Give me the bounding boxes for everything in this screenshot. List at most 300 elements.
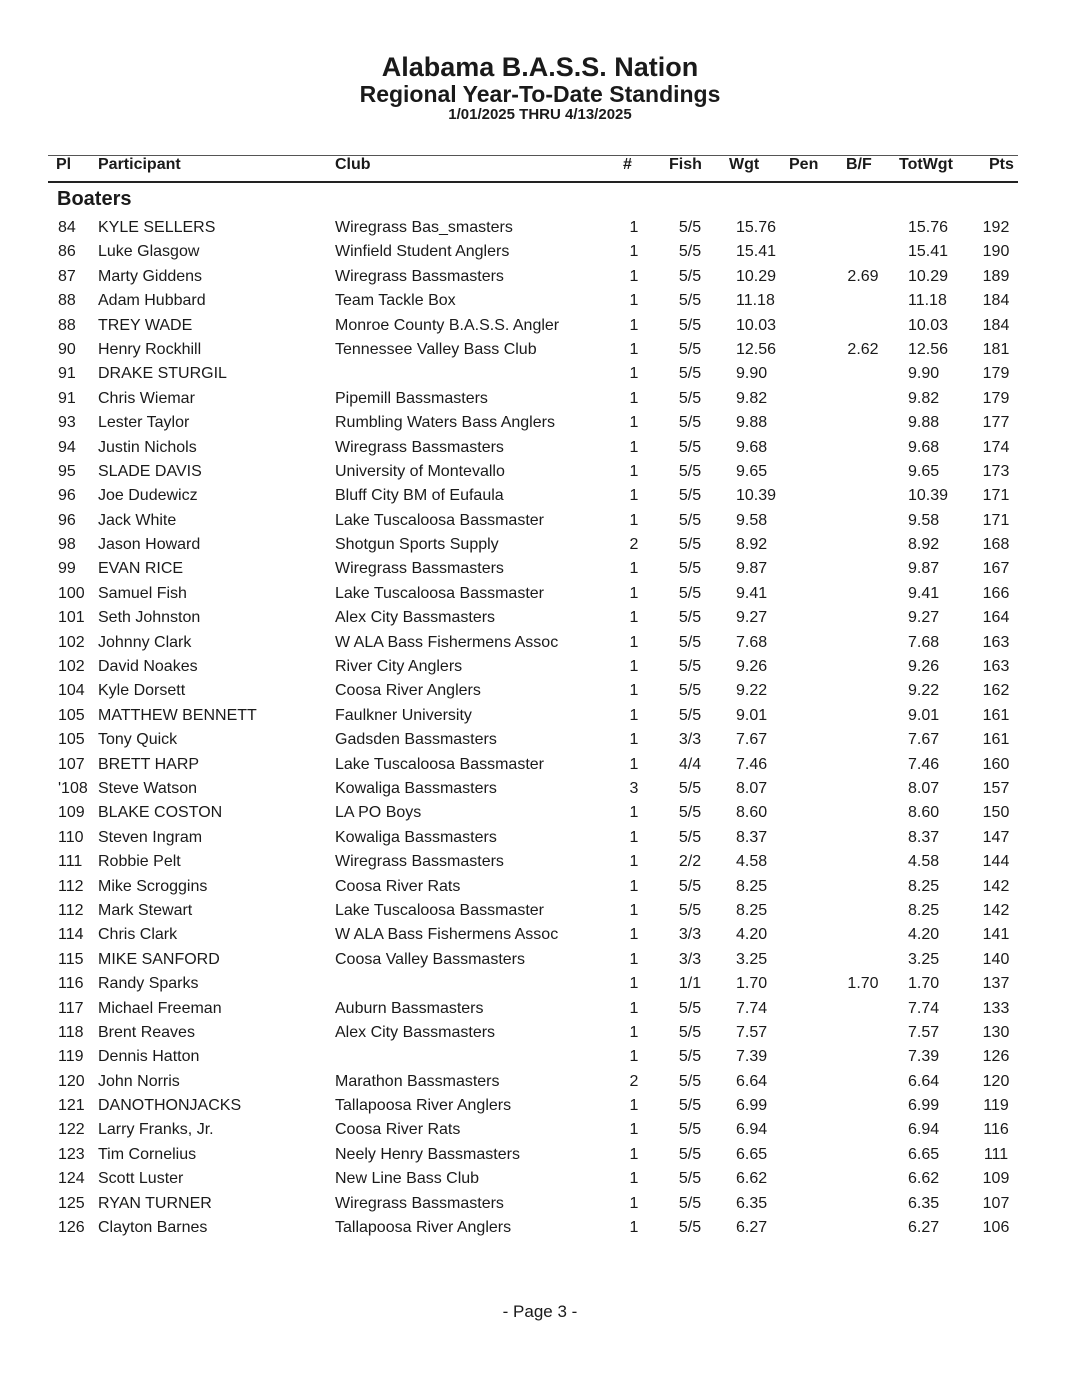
- table-row: [48, 387, 1018, 411]
- row-number: 1: [629, 219, 639, 236]
- row-club: Wiregrass Bassmasters: [335, 267, 504, 285]
- row-big-fish: 1.70: [847, 975, 879, 993]
- row-fish: 5/5: [678, 1219, 702, 1237]
- row-participant: Dennis Hatton: [98, 1048, 200, 1066]
- row-weight: 4.58: [736, 853, 768, 871]
- row-total-weight: 3.25: [908, 950, 940, 968]
- row-weight: 9.22: [736, 682, 768, 700]
- row-weight: 7.57: [736, 1023, 768, 1041]
- row-number: 1: [629, 609, 639, 627]
- row-total-weight: 9.58: [908, 511, 940, 529]
- row-number: 1: [629, 950, 639, 968]
- row-weight: 9.01: [736, 706, 768, 724]
- row-points: 179: [982, 389, 1010, 407]
- row-participant: Chris Clark: [98, 926, 178, 944]
- row-fish: 5/5: [678, 828, 702, 846]
- row-place: 122: [58, 1121, 85, 1139]
- row-points: 161: [982, 706, 1010, 724]
- row-club: Gadsden Bassmasters: [335, 731, 497, 749]
- row-number: 1: [629, 584, 639, 602]
- row-points: 173: [982, 462, 1010, 480]
- row-points: 181: [982, 340, 1010, 358]
- row-place: 121: [58, 1097, 85, 1115]
- row-number: 1: [629, 926, 639, 944]
- row-weight: 8.25: [736, 877, 768, 895]
- row-fish: 5/5: [678, 511, 702, 529]
- report-date-range: 1/01/2025 THRU 4/13/2025: [448, 106, 632, 123]
- row-place: 118: [58, 1023, 84, 1041]
- table-row: [48, 1143, 1018, 1167]
- row-total-weight: 9.65: [908, 462, 940, 480]
- row-fish: 5/5: [678, 438, 702, 456]
- row-participant: Steven Ingram: [98, 828, 203, 846]
- row-club: W ALA Bass Fishermens Assoc: [335, 633, 559, 651]
- row-fish: 5/5: [678, 658, 702, 676]
- row-number: 1: [629, 1097, 639, 1115]
- row-place: 123: [58, 1145, 85, 1163]
- row-club: Auburn Bassmasters: [335, 999, 484, 1017]
- table-row: [48, 509, 1018, 533]
- row-club: Bluff City BM of Eufaula: [335, 487, 504, 505]
- row-fish: 4/4: [678, 755, 702, 773]
- table-row: [48, 850, 1018, 874]
- row-place: 112: [58, 877, 84, 895]
- row-participant: Adam Hubbard: [98, 292, 206, 310]
- row-place: 96: [58, 511, 76, 529]
- row-club: Tallapoosa River Anglers: [335, 1097, 512, 1115]
- col-header-total-weight: TotWgt: [899, 156, 953, 173]
- row-club: Coosa River Rats: [335, 1121, 461, 1139]
- row-club: Kowaliga Bassmasters: [335, 828, 497, 846]
- row-participant: Brent Reaves: [98, 1023, 195, 1041]
- row-fish: 3/3: [678, 950, 702, 968]
- row-points: 192: [982, 219, 1010, 236]
- row-fish: 5/5: [678, 365, 702, 383]
- row-fish: 5/5: [678, 1072, 702, 1090]
- row-weight: 10.39: [736, 487, 777, 505]
- row-fish: 5/5: [678, 1145, 702, 1163]
- row-weight: 4.20: [736, 926, 768, 944]
- table-row: [48, 801, 1018, 825]
- row-club: New Line Bass Club: [335, 1170, 480, 1188]
- row-number: 1: [629, 853, 639, 871]
- row-participant: Seth Johnston: [98, 609, 201, 627]
- row-club: Wiregrass Bassmasters: [335, 438, 504, 456]
- row-participant: Lester Taylor: [98, 414, 190, 432]
- table-row: [48, 923, 1018, 947]
- table-row: [48, 679, 1018, 703]
- table-row: [48, 655, 1018, 679]
- row-number: 1: [629, 975, 639, 993]
- row-club: Wiregrass Bassmasters: [335, 1194, 504, 1212]
- row-fish: 5/5: [678, 560, 702, 578]
- table-row: [48, 1118, 1018, 1142]
- row-number: 1: [629, 828, 639, 846]
- row-total-weight: 8.37: [908, 828, 940, 846]
- row-participant: Samuel Fish: [98, 584, 187, 602]
- row-number: 1: [629, 877, 639, 895]
- row-place: 88: [58, 316, 76, 334]
- row-total-weight: 7.39: [908, 1048, 940, 1066]
- row-participant: RYAN TURNER: [98, 1194, 212, 1212]
- row-fish: 3/3: [678, 731, 702, 749]
- row-number: 1: [629, 414, 639, 432]
- table-row: [48, 948, 1018, 972]
- report-header: [0, 52, 1080, 123]
- row-total-weight: 9.90: [908, 365, 940, 383]
- row-points: 137: [982, 975, 1010, 993]
- row-weight: 7.39: [736, 1048, 768, 1066]
- row-points: 144: [982, 853, 1010, 871]
- row-weight: 9.68: [736, 438, 768, 456]
- row-points: 190: [982, 243, 1010, 261]
- table-row: [48, 1045, 1018, 1069]
- row-number: 1: [629, 1219, 639, 1237]
- row-total-weight: 10.03: [908, 316, 949, 334]
- page-number: - Page 3 -: [502, 1302, 578, 1321]
- row-club: Tallapoosa River Anglers: [335, 1219, 512, 1237]
- row-participant: Kyle Dorsett: [98, 682, 186, 700]
- row-fish: 5/5: [678, 243, 702, 261]
- row-number: 1: [629, 682, 639, 700]
- row-participant: David Noakes: [98, 658, 198, 676]
- row-points: 142: [982, 901, 1010, 919]
- row-weight: 9.65: [736, 462, 768, 480]
- row-club: Winfield Student Anglers: [335, 243, 510, 261]
- row-participant: Jason Howard: [98, 536, 201, 554]
- col-header-place: Pl: [56, 156, 72, 173]
- row-place: 124: [58, 1170, 85, 1188]
- row-fish: 5/5: [678, 340, 702, 358]
- row-weight: 7.74: [736, 999, 768, 1017]
- row-fish: 5/5: [678, 804, 702, 822]
- row-total-weight: 9.27: [908, 609, 940, 627]
- row-participant: KYLE SELLERS: [98, 219, 216, 236]
- row-weight: 7.68: [736, 633, 768, 651]
- row-fish: 5/5: [678, 267, 702, 285]
- table-row: [48, 826, 1018, 850]
- row-place: 86: [58, 243, 76, 261]
- standings-table: [48, 216, 1018, 1240]
- row-participant: BLAKE COSTON: [98, 804, 223, 822]
- row-points: 184: [982, 292, 1010, 310]
- row-number: 1: [629, 292, 639, 310]
- row-points: 120: [982, 1072, 1010, 1090]
- row-fish: 5/5: [678, 462, 702, 480]
- row-participant: DANOTHONJACKS: [98, 1097, 242, 1115]
- row-total-weight: 6.62: [908, 1170, 940, 1188]
- col-header-number: #: [623, 156, 632, 173]
- row-fish: 5/5: [678, 292, 702, 310]
- row-participant: Clayton Barnes: [98, 1219, 208, 1237]
- row-participant: John Norris: [98, 1072, 180, 1090]
- row-place: 95: [58, 462, 76, 480]
- row-club: Faulkner University: [335, 706, 472, 724]
- table-row: [48, 216, 1018, 240]
- row-points: 179: [982, 365, 1010, 383]
- row-total-weight: 6.64: [908, 1072, 940, 1090]
- row-number: 1: [629, 389, 639, 407]
- row-weight: 6.65: [736, 1145, 768, 1163]
- row-fish: 5/5: [678, 633, 702, 651]
- row-points: 116: [983, 1121, 1009, 1139]
- row-participant: BRETT HARP: [98, 755, 200, 773]
- row-participant: Johnny Clark: [98, 633, 192, 651]
- column-header-row: [48, 155, 1018, 183]
- row-fish: 5/5: [678, 1023, 702, 1041]
- row-place: 125: [58, 1194, 85, 1212]
- col-header-points: Pts: [989, 156, 1014, 173]
- row-fish: 5/5: [678, 219, 702, 236]
- row-participant: Steve Watson: [98, 779, 198, 797]
- row-weight: 12.56: [736, 340, 777, 358]
- row-participant: Robbie Pelt: [98, 853, 181, 871]
- row-participant: SLADE DAVIS: [98, 462, 202, 480]
- row-weight: 9.87: [736, 560, 768, 578]
- row-number: 1: [629, 804, 639, 822]
- row-points: 107: [982, 1194, 1010, 1212]
- row-total-weight: 15.41: [908, 243, 949, 261]
- row-club: Wiregrass Bassmasters: [335, 853, 504, 871]
- row-big-fish: 2.69: [847, 267, 879, 285]
- row-club: Lake Tuscaloosa Bassmaster: [335, 901, 544, 919]
- report-title: Alabama B.A.S.S. Nation: [381, 52, 699, 82]
- row-number: 1: [629, 438, 639, 456]
- row-place: 120: [58, 1072, 85, 1090]
- row-points: 177: [982, 414, 1010, 432]
- row-place: 91: [58, 389, 76, 407]
- row-number: 2: [629, 536, 639, 554]
- table-row: [48, 1070, 1018, 1094]
- row-points: 141: [982, 926, 1010, 944]
- table-row: [48, 338, 1018, 362]
- row-weight: 9.26: [736, 658, 768, 676]
- row-weight: 8.60: [736, 804, 768, 822]
- table-row: [48, 753, 1018, 777]
- row-club: Rumbling Waters Bass Anglers: [335, 414, 555, 432]
- row-total-weight: 7.68: [908, 633, 940, 651]
- row-total-weight: 8.60: [908, 804, 940, 822]
- row-number: 1: [629, 1048, 639, 1066]
- row-points: 167: [982, 560, 1010, 578]
- row-club: University of Montevallo: [335, 462, 505, 480]
- row-place: 91: [58, 365, 76, 383]
- row-total-weight: 9.82: [908, 389, 940, 407]
- row-place: 110: [58, 828, 84, 846]
- row-number: 1: [629, 1145, 639, 1163]
- row-weight: 7.46: [736, 755, 768, 773]
- row-total-weight: 4.58: [908, 853, 940, 871]
- row-participant: MIKE SANFORD: [98, 950, 220, 968]
- row-weight: 9.88: [736, 414, 768, 432]
- row-points: 140: [982, 950, 1010, 968]
- row-number: 1: [629, 487, 639, 505]
- row-weight: 8.37: [736, 828, 768, 846]
- table-row: [48, 533, 1018, 557]
- row-total-weight: 6.94: [908, 1121, 940, 1139]
- table-row: [48, 606, 1018, 630]
- row-fish: 5/5: [678, 779, 702, 797]
- row-points: 160: [982, 755, 1010, 773]
- row-points: 166: [982, 584, 1010, 602]
- row-place: 101: [58, 609, 85, 627]
- row-fish: 2/2: [678, 853, 702, 871]
- row-fish: 5/5: [678, 536, 702, 554]
- row-fish: 5/5: [678, 487, 702, 505]
- row-fish: 5/5: [678, 706, 702, 724]
- row-participant: Marty Giddens: [98, 267, 203, 285]
- row-club: W ALA Bass Fishermens Assoc: [335, 926, 559, 944]
- row-club: Shotgun Sports Supply: [335, 536, 499, 554]
- table-row: [48, 484, 1018, 508]
- row-number: 1: [629, 340, 639, 358]
- row-weight: 6.27: [736, 1219, 768, 1237]
- row-points: 171: [982, 511, 1010, 529]
- row-points: 157: [982, 779, 1010, 797]
- row-number: 1: [629, 1023, 639, 1041]
- row-weight: 10.29: [736, 267, 777, 285]
- row-total-weight: 8.07: [908, 779, 940, 797]
- row-weight: 10.03: [736, 316, 777, 334]
- row-fish: 5/5: [678, 1121, 702, 1139]
- row-participant: Joe Dudewicz: [98, 487, 198, 505]
- row-total-weight: 9.41: [908, 584, 940, 602]
- row-points: 126: [982, 1048, 1010, 1066]
- row-number: 1: [629, 999, 639, 1017]
- row-total-weight: 15.76: [908, 219, 949, 236]
- row-points: 150: [982, 804, 1010, 822]
- row-number: 1: [629, 243, 639, 261]
- row-total-weight: 6.99: [908, 1097, 940, 1115]
- row-weight: 8.25: [736, 901, 768, 919]
- row-total-weight: 9.01: [908, 706, 940, 724]
- col-header-penalty: Pen: [789, 156, 819, 173]
- row-number: 1: [629, 560, 639, 578]
- row-total-weight: 1.70: [908, 975, 940, 993]
- table-row: [48, 997, 1018, 1021]
- table-row: [48, 777, 1018, 801]
- row-number: 1: [629, 901, 639, 919]
- row-weight: 1.70: [736, 975, 768, 993]
- row-weight: 6.94: [736, 1121, 768, 1139]
- row-number: 1: [629, 1194, 639, 1212]
- row-number: 2: [629, 1072, 639, 1090]
- row-total-weight: 11.18: [908, 292, 947, 310]
- row-number: 1: [629, 755, 639, 773]
- row-fish: 5/5: [678, 877, 702, 895]
- row-participant: Larry Franks, Jr.: [98, 1121, 214, 1139]
- row-weight: 11.18: [736, 292, 775, 310]
- row-number: 1: [629, 316, 639, 334]
- table-row: [48, 411, 1018, 435]
- row-participant: MATTHEW BENNETT: [98, 706, 257, 724]
- row-club: Neely Henry Bassmasters: [335, 1145, 520, 1163]
- row-place: 114: [58, 926, 84, 944]
- row-club: Marathon Bassmasters: [335, 1072, 500, 1090]
- row-fish: 5/5: [678, 584, 702, 602]
- row-club: River City Anglers: [335, 658, 463, 676]
- row-club: Lake Tuscaloosa Bassmaster: [335, 755, 544, 773]
- row-total-weight: 9.22: [908, 682, 940, 700]
- row-weight: 7.67: [736, 731, 768, 749]
- row-number: 1: [629, 511, 639, 529]
- col-header-weight: Wgt: [729, 156, 760, 173]
- row-points: 184: [982, 316, 1010, 334]
- table-row: [48, 582, 1018, 606]
- row-place: 115: [58, 950, 84, 968]
- row-place: 126: [58, 1219, 85, 1237]
- row-number: 1: [629, 462, 639, 480]
- row-club: Wiregrass Bassmasters: [335, 560, 504, 578]
- row-place: 93: [58, 414, 76, 432]
- row-points: 106: [982, 1219, 1010, 1237]
- row-fish: 5/5: [678, 682, 702, 700]
- table-row: [48, 240, 1018, 264]
- row-points: 168: [982, 536, 1010, 554]
- row-points: 133: [982, 999, 1010, 1017]
- row-total-weight: 7.57: [908, 1023, 940, 1041]
- row-place: 104: [58, 682, 85, 700]
- row-place: 96: [58, 487, 76, 505]
- row-participant: TREY WADE: [98, 316, 193, 334]
- row-club: Coosa River Anglers: [335, 682, 481, 700]
- row-place: 105: [58, 706, 85, 724]
- row-club: Alex City Bassmasters: [335, 1023, 496, 1041]
- col-header-club: Club: [335, 156, 371, 173]
- row-participant: Chris Wiemar: [98, 389, 195, 407]
- row-participant: Tony Quick: [98, 731, 178, 749]
- row-participant: Scott Luster: [98, 1170, 184, 1188]
- row-weight: 8.07: [736, 779, 768, 797]
- row-place: 109: [58, 804, 85, 822]
- row-club: LA PO Boys: [335, 804, 422, 822]
- row-weight: 9.41: [736, 584, 768, 602]
- row-points: 171: [982, 487, 1010, 505]
- row-number: 1: [629, 1121, 639, 1139]
- table-row: [48, 704, 1018, 728]
- row-club: Coosa River Rats: [335, 877, 461, 895]
- row-weight: 9.82: [736, 389, 768, 407]
- col-header-fish: Fish: [669, 156, 702, 173]
- row-total-weight: 8.25: [908, 901, 940, 919]
- row-total-weight: 9.26: [908, 658, 940, 676]
- row-participant: Michael Freeman: [98, 999, 222, 1017]
- row-participant: Mark Stewart: [98, 901, 193, 919]
- row-fish: 5/5: [678, 901, 702, 919]
- row-total-weight: 10.39: [908, 487, 949, 505]
- row-total-weight: 8.92: [908, 536, 940, 554]
- row-fish: 5/5: [678, 389, 702, 407]
- row-weight: 6.99: [736, 1097, 768, 1115]
- row-points: 130: [982, 1023, 1010, 1041]
- row-club: Kowaliga Bassmasters: [335, 779, 497, 797]
- row-participant: Mike Scroggins: [98, 877, 208, 895]
- row-weight: 15.76: [736, 219, 777, 236]
- row-number: 1: [629, 706, 639, 724]
- row-club: Monroe County B.A.S.S. Angler: [335, 316, 560, 334]
- row-club: Lake Tuscaloosa Bassmaster: [335, 511, 544, 529]
- row-club: Pipemill Bassmasters: [335, 389, 488, 407]
- row-place: 98: [58, 536, 76, 554]
- row-weight: 3.25: [736, 950, 768, 968]
- row-fish: 5/5: [678, 414, 702, 432]
- table-row: [48, 1216, 1018, 1240]
- row-place: 102: [58, 658, 85, 676]
- row-participant: Henry Rockhill: [98, 340, 202, 358]
- table-row: [48, 289, 1018, 313]
- row-points: 174: [982, 438, 1010, 456]
- row-total-weight: 7.46: [908, 755, 940, 773]
